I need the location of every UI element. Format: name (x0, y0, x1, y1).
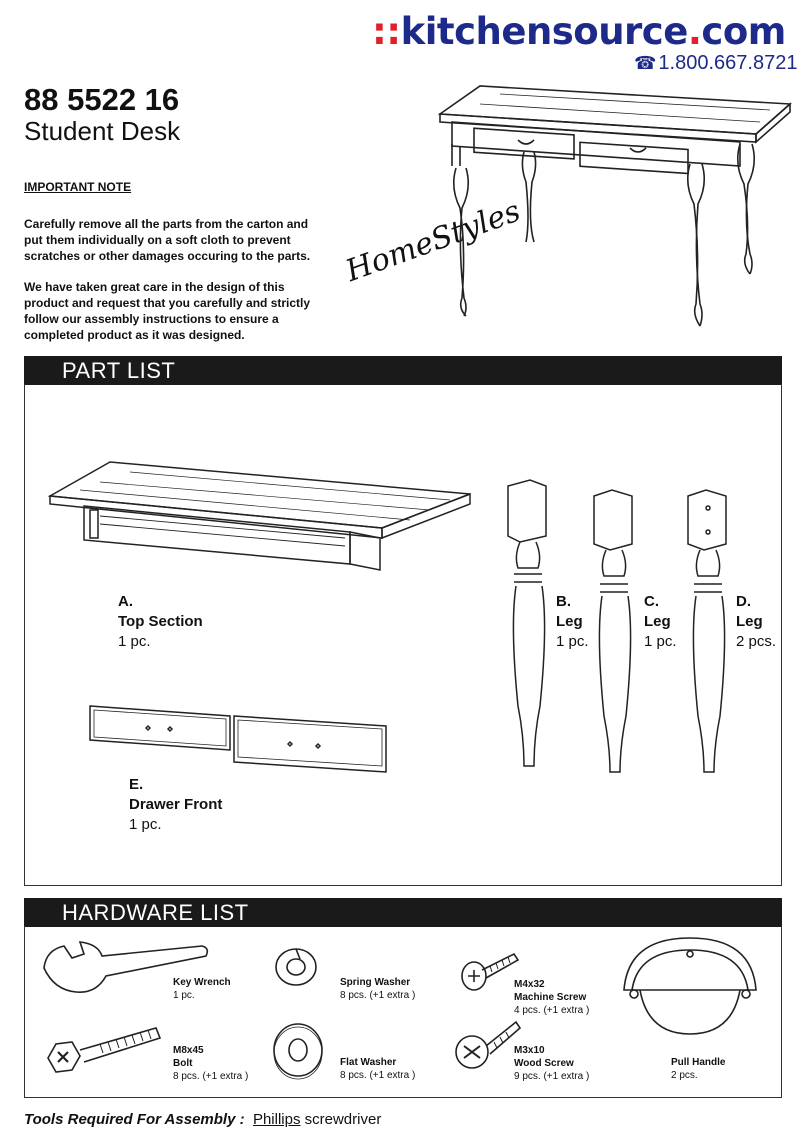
wood-screw-label (514, 1044, 589, 1083)
top-section-illustration (50, 458, 480, 570)
part-e-label (129, 775, 222, 835)
part-b-label (556, 592, 589, 652)
kitchensource-logo (372, 10, 786, 53)
part-c-label (644, 592, 677, 652)
machine-screw-qty: 4 pcs. (+1 extra ) (514, 1005, 590, 1016)
part-c-name: Leg (644, 613, 671, 630)
spring-washer-label (340, 976, 415, 1002)
leg-d-illustration (682, 488, 742, 778)
assembled-desk-illustration (440, 86, 790, 346)
flat-washer-qty: 8 pcs. (+1 extra ) (340, 1070, 416, 1081)
flat-washer-label (340, 1056, 415, 1082)
bolt-name: Bolt (173, 1058, 193, 1069)
note-paragraph-2: We have taken great care in the design of this product and request that you carefully and strictly follow our assembly instructions to ensure a completed product as it was designed. (24, 280, 311, 342)
bolt-size: M8x45 (173, 1045, 204, 1056)
bolt-label (173, 1044, 248, 1083)
logo-dots: :: (372, 10, 401, 53)
part-a-name: Top Section (118, 613, 203, 630)
product-number: 88 5522 16 (24, 82, 180, 117)
part-d-label (736, 592, 776, 652)
key-wrench-name: Key Wrench (173, 977, 231, 988)
part-a-label (118, 592, 203, 652)
telephone-icon: ☎ (634, 53, 657, 73)
part-e-name: Drawer Front (129, 796, 223, 813)
part-b-name: Leg (556, 613, 583, 630)
note-paragraph-1: Carefully remove all the parts from the carton and put them individually on a soft cloth to prevent scratches or other damages occuring to the parts. (24, 217, 311, 263)
part-a-qty: 1 pc. (118, 633, 151, 650)
wood-screw-qty: 9 pcs. (+1 extra ) (514, 1071, 590, 1082)
product-name: Student Desk (24, 116, 181, 146)
drawer-front-illustration (88, 704, 388, 774)
pull-handle-label (671, 1056, 725, 1082)
tools-rest: screwdriver (300, 1111, 382, 1128)
tools-required-line (24, 1111, 381, 1128)
part-b-letter: B. (556, 593, 571, 610)
important-note-title: IMPORTANT NOTE (24, 180, 132, 194)
logo-dot: . (687, 10, 702, 53)
flat-washer-name: Flat Washer (340, 1057, 397, 1068)
pull-handle-icon (620, 934, 760, 1038)
key-wrench-qty: 1 pc. (173, 990, 195, 1001)
phone-number (634, 52, 797, 75)
bolt-icon (44, 1024, 164, 1088)
flat-washer-icon (270, 1020, 326, 1080)
phillips-link[interactable]: Phillips (252, 1111, 301, 1128)
leg-c-illustration (588, 488, 648, 778)
part-b-qty: 1 pc. (556, 633, 589, 650)
logo-main: kitchensource (400, 10, 688, 53)
bolt-qty: 8 pcs. (+1 extra ) (173, 1071, 249, 1082)
pull-handle-name: Pull Handle (671, 1057, 726, 1068)
part-d-name: Leg (736, 613, 763, 630)
machine-screw-label (514, 978, 589, 1017)
logo-tld: com (701, 10, 786, 53)
spring-washer-name: Spring Washer (340, 977, 411, 988)
wood-screw-name: Wood Screw (514, 1058, 574, 1069)
tools-label: Tools Required For Assembly : (24, 1111, 245, 1128)
part-a-letter: A. (118, 593, 133, 610)
hardware-list-header: HARDWARE LIST (24, 898, 782, 927)
part-e-qty: 1 pc. (129, 816, 162, 833)
spring-washer-icon (272, 944, 322, 990)
wood-screw-size: M3x10 (514, 1045, 545, 1056)
wood-screw-icon (452, 1018, 522, 1074)
machine-screw-icon (458, 950, 520, 996)
key-wrench-label (173, 976, 231, 1002)
machine-screw-size: M4x32 (514, 979, 545, 990)
part-list-header: PART LIST (24, 356, 782, 385)
part-c-letter: C. (644, 593, 659, 610)
spring-washer-qty: 8 pcs. (+1 extra ) (340, 990, 416, 1001)
machine-screw-name: Machine Screw (514, 992, 587, 1003)
leg-b-illustration (500, 478, 560, 778)
homestyles-brand: HomeStyles (341, 193, 526, 290)
part-e-letter: E. (129, 776, 144, 793)
pull-handle-qty: 2 pcs. (671, 1070, 698, 1081)
phone-text: 1.800.667.8721 (658, 52, 798, 74)
part-d-qty: 2 pcs. (736, 633, 777, 650)
part-d-letter: D. (736, 593, 751, 610)
part-c-qty: 1 pc. (644, 633, 677, 650)
